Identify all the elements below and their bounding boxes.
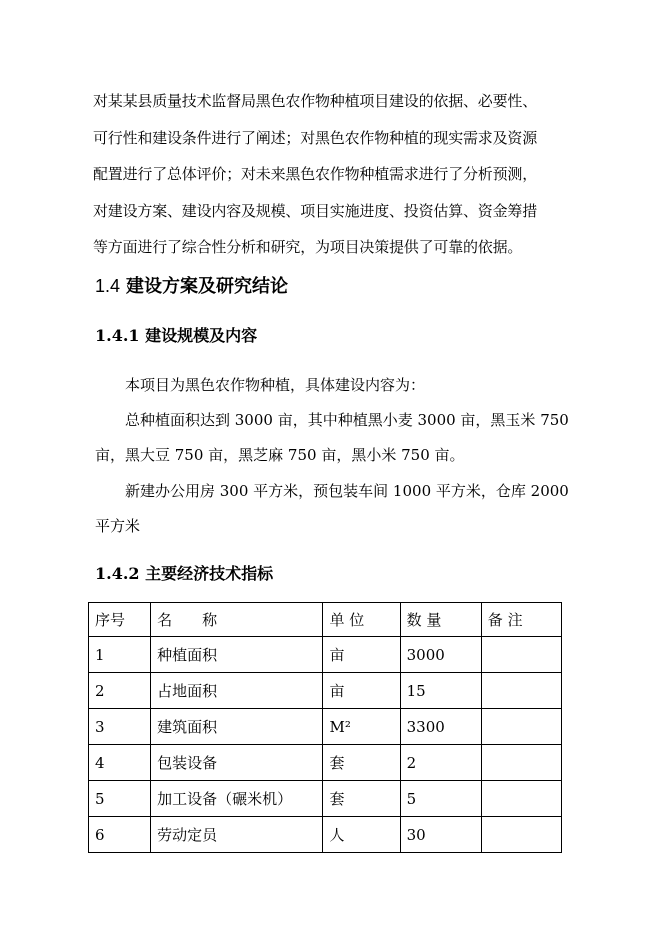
header-unit: 单 位: [323, 603, 400, 637]
cell-no: 1: [89, 637, 151, 673]
scope-intro: [95, 368, 565, 403]
cell-name: 种植面积: [151, 637, 323, 673]
table-row: [89, 781, 562, 817]
cell-unit: 套: [323, 745, 400, 781]
intro-line: 对某某县质量技术监督局黑色农作物种植项目建设的依据、必要性、: [93, 92, 538, 110]
buildings-line: 平方米: [95, 517, 141, 535]
cell-name: 加工设备（碾米机）: [151, 781, 323, 817]
section-title: 建设方案及研究结论: [126, 276, 289, 297]
cell-note: [481, 673, 561, 709]
cell-qty: 15: [400, 673, 481, 709]
cell-no: 5: [89, 781, 151, 817]
intro-line: 对建设方案、建设内容及规模、项目实施进度、投资估算、资金筹措: [93, 201, 538, 220]
cell-no: 6: [89, 817, 151, 853]
section-heading-1-4: [95, 272, 288, 298]
cell-note: [481, 745, 561, 781]
cell-no: 4: [89, 745, 151, 781]
cell-name: 建筑面积: [151, 709, 323, 745]
planting-paragraph: [95, 403, 569, 473]
section-heading-1-4-2: 1.4.2 主要经济技术指标: [95, 564, 274, 583]
cell-no: 2: [89, 673, 151, 709]
table-header-row: [89, 603, 562, 637]
buildings-line: 新建办公用房 300 平方米，预包装车间 1000 平方米，仓库 2000: [125, 482, 569, 500]
header-name: 名 称: [151, 603, 323, 637]
planting-line: 总种植面积达到 3000 亩，其中种植黑小麦 3000 亩，黑玉米 750: [125, 411, 569, 429]
cell-no: 3: [89, 709, 151, 745]
cell-unit: M²: [323, 709, 400, 745]
cell-unit: 人: [323, 817, 400, 853]
table-row: [89, 637, 562, 673]
cell-note: [481, 637, 561, 673]
section-number: 1.4: [95, 276, 121, 296]
cell-note: [481, 709, 561, 745]
intro-line: 等方面进行了综合性分析和研究，为项目决策提供了可靠的依据。: [93, 238, 523, 256]
cell-name: 劳动定员: [151, 817, 323, 853]
intro-paragraph: [93, 83, 569, 266]
cell-note: [481, 781, 561, 817]
planting-line: 亩，黑大豆 750 亩，黑芝麻 750 亩，黑小米 750 亩。: [95, 446, 465, 464]
cell-qty: 2: [400, 745, 481, 781]
cell-unit: 亩: [323, 637, 400, 673]
intro-line: 可行性和建设条件进行了阐述；对黑色农作物种植的现实需求及资源: [93, 128, 538, 147]
intro-line: 配置进行了总体评价；对未来黑色农作物种植需求进行了分析预测，: [93, 165, 538, 183]
cell-qty: 5: [400, 781, 481, 817]
cell-note: [481, 817, 561, 853]
cell-qty: 3300: [400, 709, 481, 745]
scope-intro-text: 本项目为黑色农作物种植，具体建设内容为：: [125, 376, 426, 394]
cell-qty: 3000: [400, 637, 481, 673]
table-row: [89, 745, 562, 781]
cell-unit: 亩: [323, 673, 400, 709]
indicators-table: [88, 602, 562, 853]
section-heading-1-4-1: 1.4.1 建设规模及内容: [95, 326, 258, 345]
header-qty: 数 量: [400, 603, 481, 637]
header-note: 备 注: [481, 603, 561, 637]
table-row: [89, 817, 562, 853]
buildings-paragraph: [95, 474, 569, 544]
table-row: [89, 673, 562, 709]
header-no: 序号: [89, 603, 151, 637]
cell-qty: 30: [400, 817, 481, 853]
cell-name: 占地面积: [151, 673, 323, 709]
cell-name: 包装设备: [151, 745, 323, 781]
cell-unit: 套: [323, 781, 400, 817]
table-row: [89, 709, 562, 745]
